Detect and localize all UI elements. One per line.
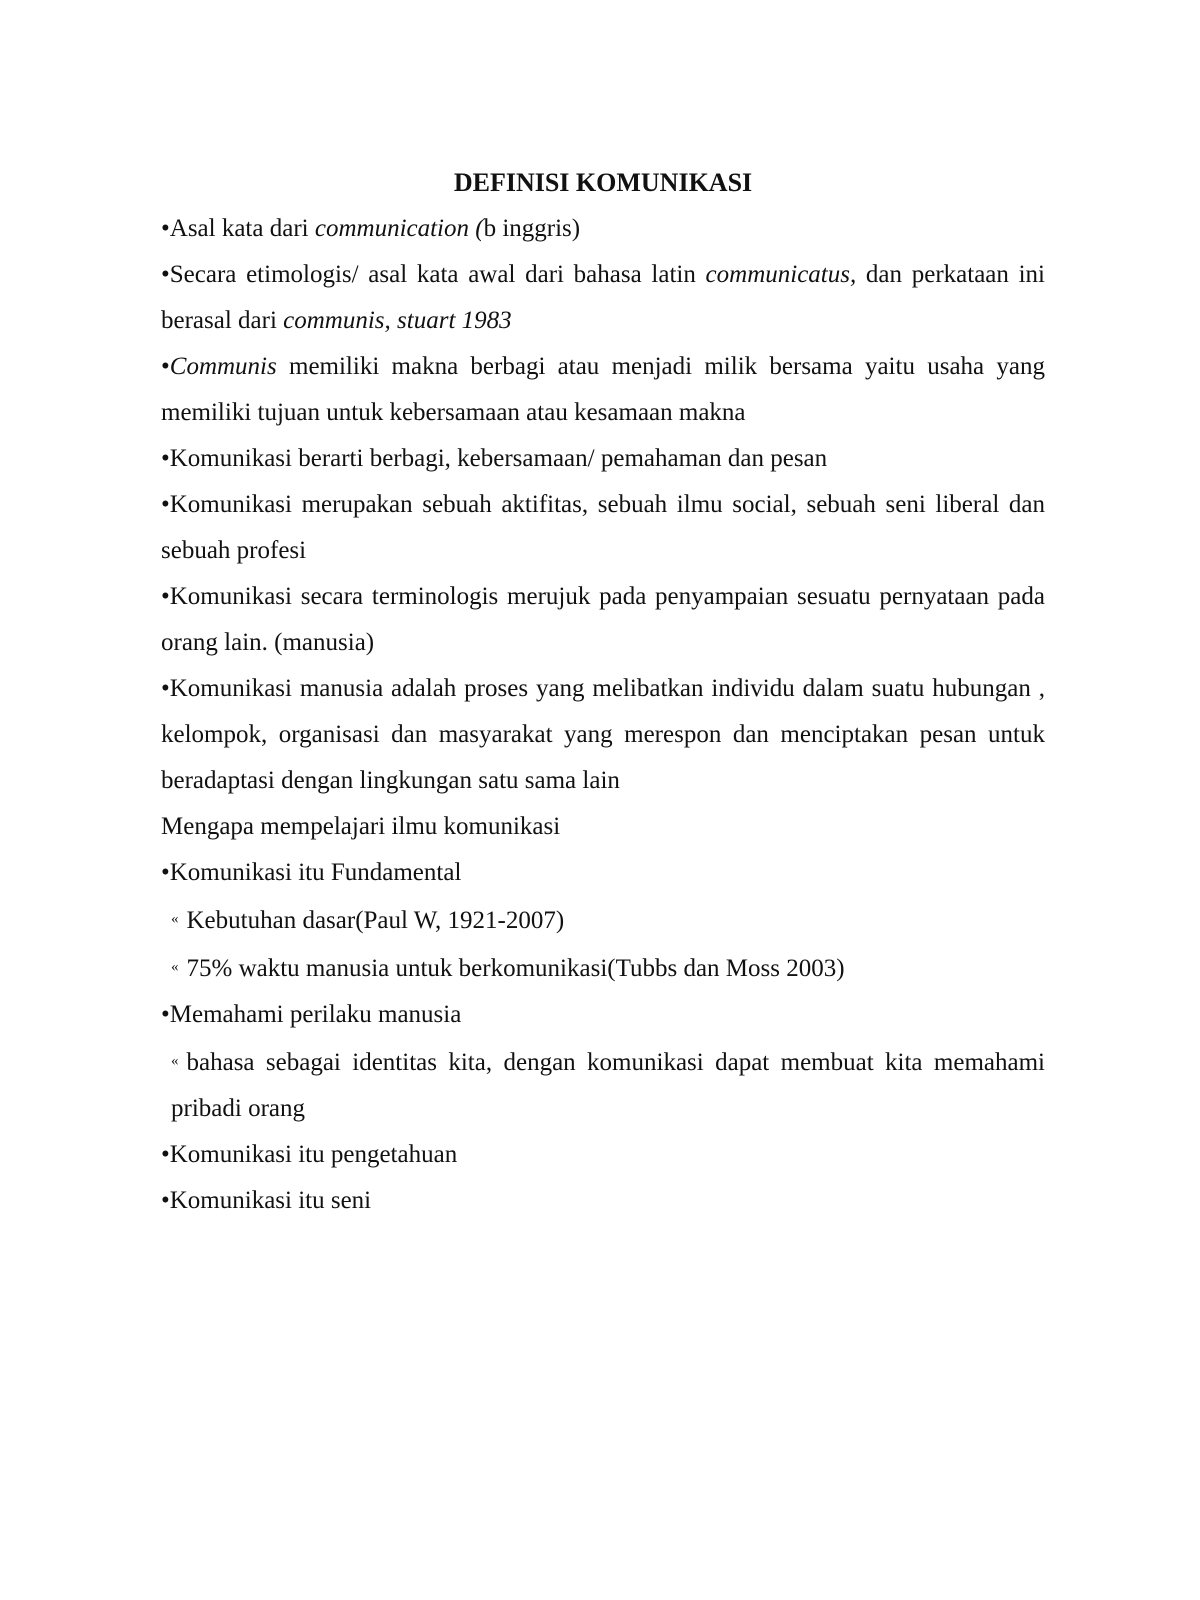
- paragraph-text: dan perkataan ini berasal dari: [161, 261, 1045, 334]
- paragraph-text: b inggris): [483, 215, 581, 242]
- paragraph-activity: •Komunikasi merupakan sebuah aktifitas, sebuah ilmu social, sebuah seni liberal dan sebuah profesi: [161, 491, 1045, 564]
- italic-term: Communis: [169, 353, 277, 380]
- paragraph-knowledge: •Komunikasi itu pengetahuan: [161, 1141, 458, 1168]
- paragraph-behavior: •Memahami perilaku manusia: [161, 1001, 462, 1028]
- bullet: •: [161, 215, 170, 242]
- document-body: [161, 160, 1045, 1224]
- paragraph-text: memiliki makna berbagi atau menjadi milik bersama yaitu usaha yang memiliki tujuan untuk kebersamaan atau kesamaan makna: [161, 353, 1045, 426]
- paragraph-terminology: •Komunikasi secara terminologis merujuk pada penyampaian sesuatu pernyataan pada orang lain. (manusia): [161, 583, 1045, 656]
- section-heading-why: Mengapa mempelajari ilmu komunikasi: [161, 813, 561, 840]
- sub-item-time-spent: [161, 944, 1045, 992]
- sub-item-language-identity: [161, 1038, 1045, 1132]
- paragraph-meaning: •Komunikasi berarti berbagi, kebersamaan/ pemahaman dan pesan: [161, 445, 828, 472]
- italic-term: communicatus,: [705, 261, 857, 288]
- paragraph-text: Asal kata dari: [169, 215, 315, 242]
- paragraph-human-communication: •Komunikasi manusia adalah proses yang melibatkan individu dalam suatu hubungan , kelompok, organisasi dan masyarakat yang merespon dan menciptakan pesan untuk beradaptasi dengan lingkungan satu sama lain: [161, 675, 1045, 794]
- paragraph-fundamental: •Komunikasi itu Fundamental: [161, 859, 462, 886]
- italic-term: communication (: [314, 215, 484, 242]
- sub-bullet-icon: «: [171, 911, 179, 927]
- bullet: •: [161, 261, 170, 288]
- paragraph-text: Secara etimologis/ asal kata awal dari bahasa latin: [169, 261, 706, 288]
- sub-bullet-icon: «: [171, 1053, 179, 1069]
- sub-item-text: Kebutuhan dasar(Paul W, 1921-2007): [186, 907, 565, 934]
- sub-item-basic-need: [161, 896, 1045, 944]
- paragraph-art: •Komunikasi itu seni: [161, 1187, 372, 1214]
- sub-item-text: bahasa sebagai identitas kita, dengan komunikasi dapat membuat kita memahami pribadi orang: [171, 1049, 1045, 1122]
- paragraph-communis: [161, 344, 1045, 436]
- italic-citation: communis, stuart 1983: [283, 307, 512, 334]
- paragraph-etymology: [161, 252, 1045, 344]
- sub-bullet-icon: «: [171, 959, 179, 975]
- sub-item-text: 75% waktu manusia untuk berkomunikasi(Tubbs dan Moss 2003): [186, 955, 845, 982]
- paragraph-origin-word: [161, 206, 1045, 252]
- document-title: DEFINISI KOMUNIKASI: [453, 168, 753, 197]
- bullet: •: [161, 353, 170, 380]
